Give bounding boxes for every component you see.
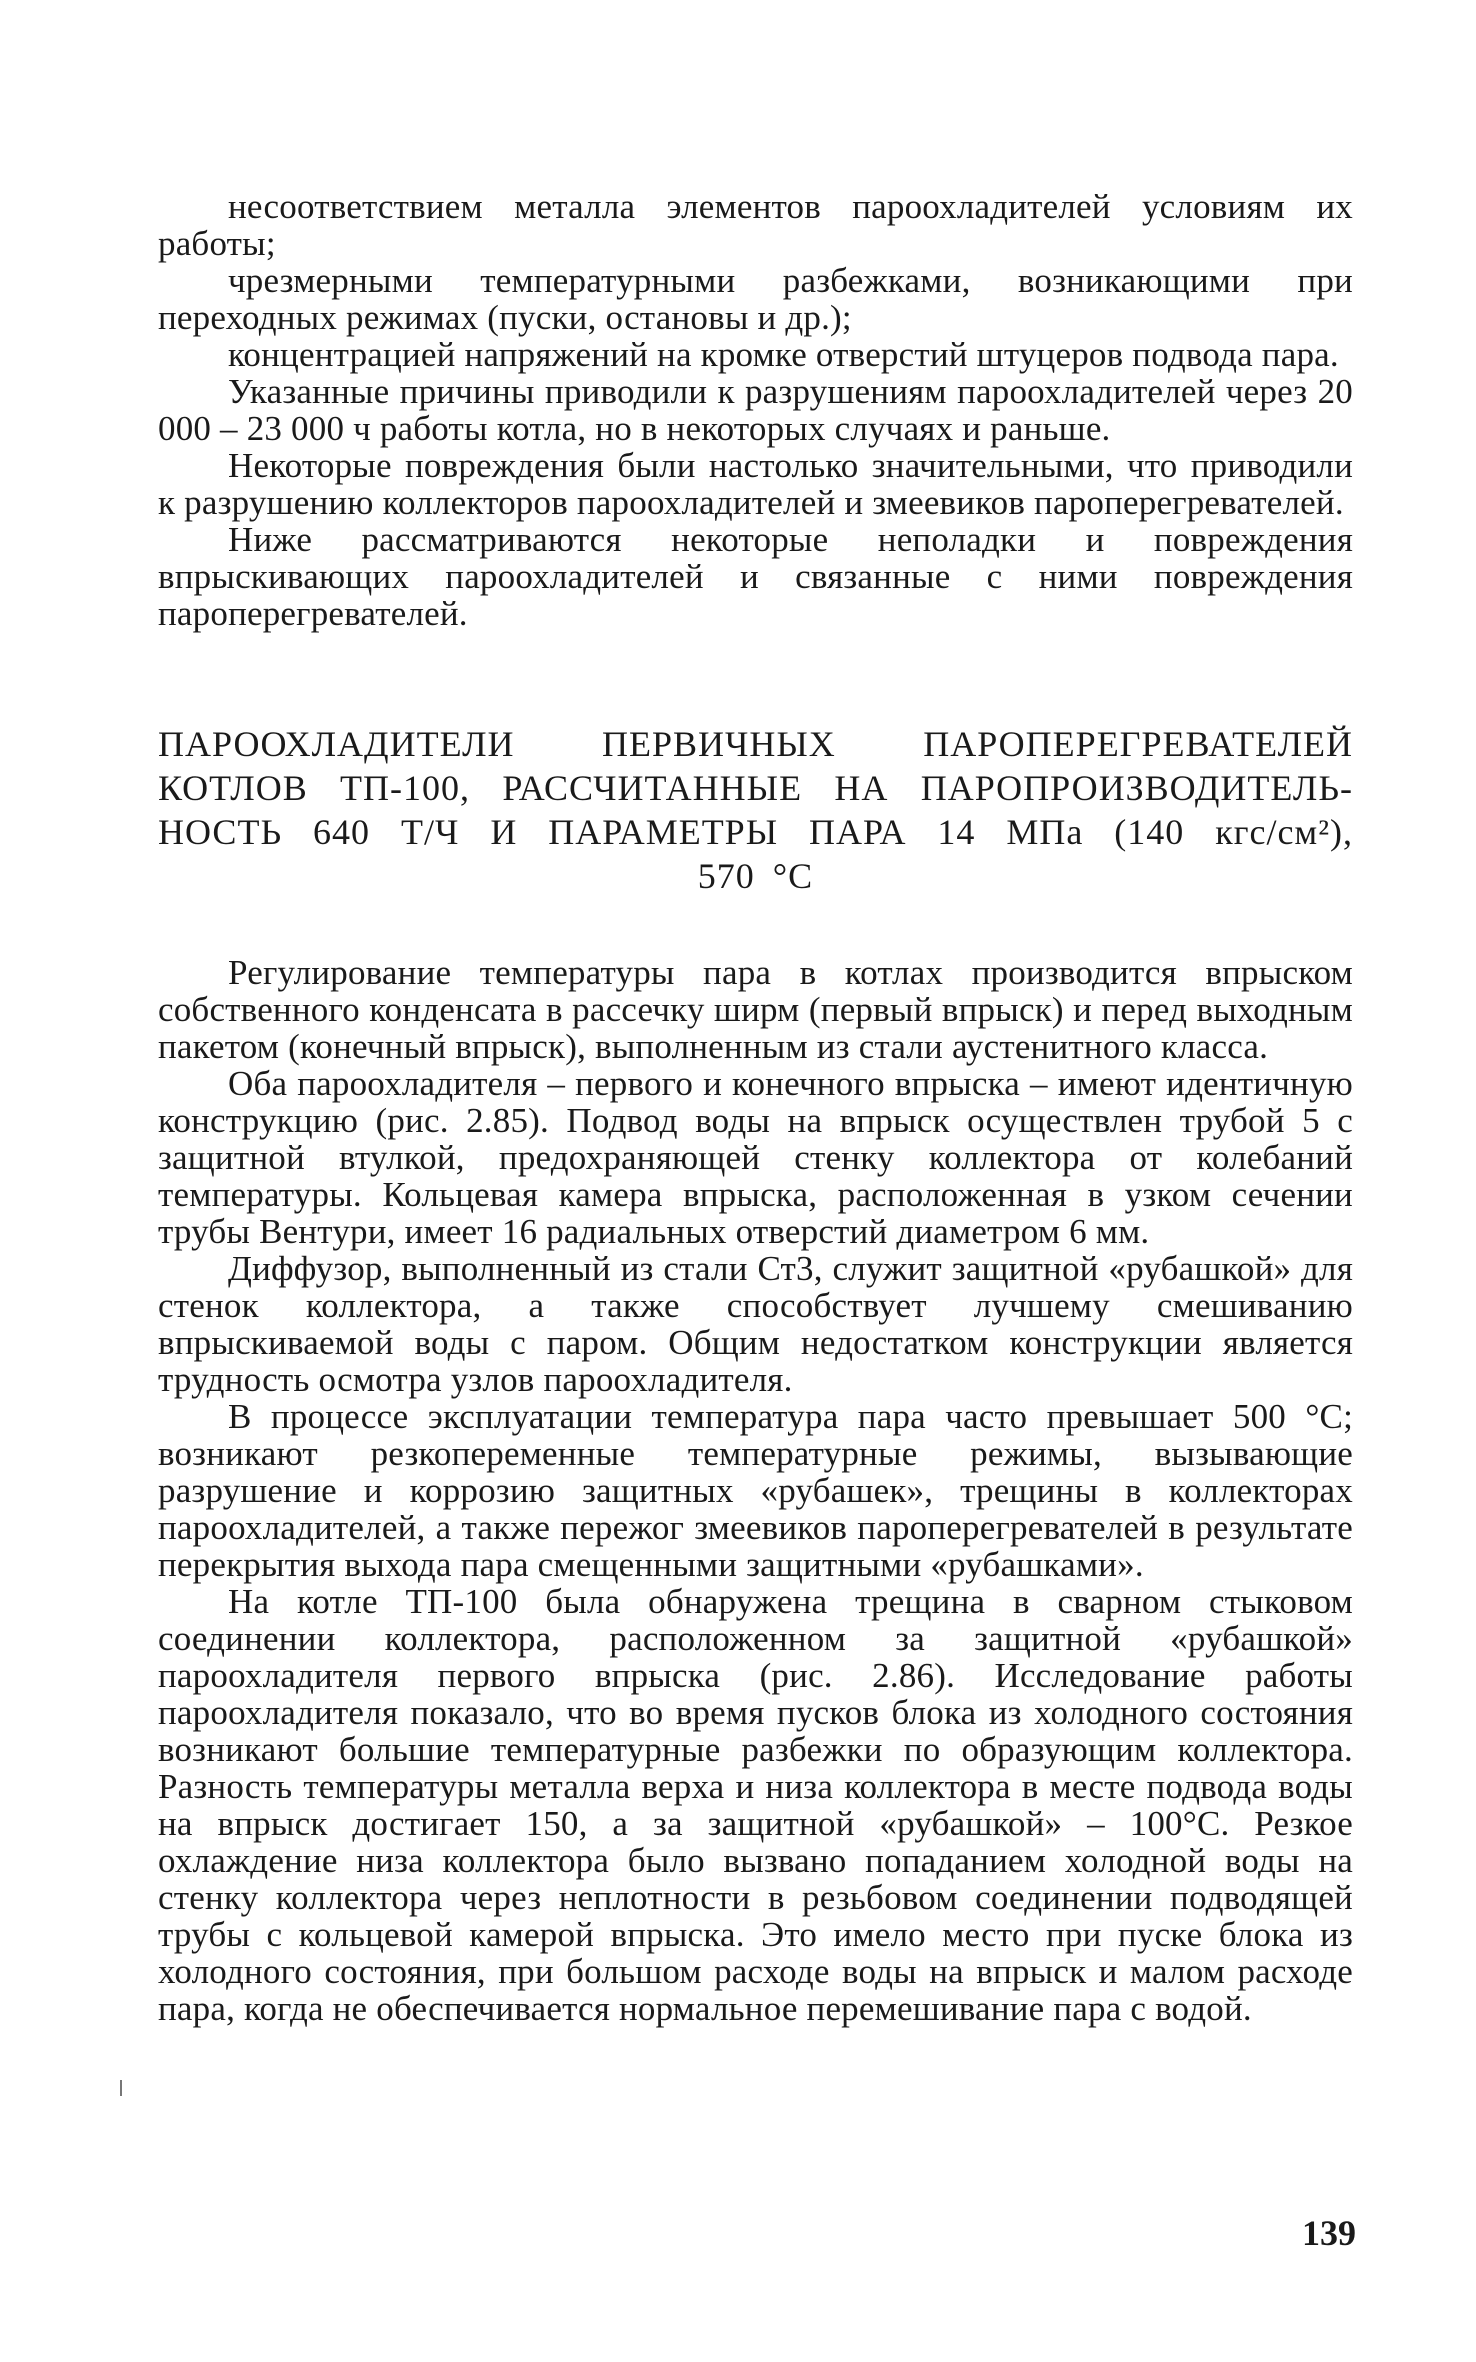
paragraph-8: Оба пароохладителя – первого и конечного впрыска – имеют идентичную конструкцию (рис. 2.85). Подвод воды на впрыск осуществлен трубой 5 с защитной втулкой, предохраняющей стенку коллектора от колебаний температуры. Кольцевая камера впрыска, расположенная в узком сечении трубы Вентури, имеет 16 радиальных отверстий диаметром 6 мм. — [158, 1064, 1353, 1251]
page-content — [158, 188, 1353, 2027]
paragraph-3: концентрацией напряжений на кромке отверстий штуцеров подвода пара. — [228, 335, 1339, 374]
paragraph-2: чрезмерными температурными разбежками, возникающими при переходных режимах (пуски, остановы и др.); — [158, 261, 1353, 337]
paragraph-11: На котле ТП-100 была обнаружена трещина в сварном стыковом соединении коллектора, расположенном за защитной «рубашкой» пароохладителя первого впрыска (рис. 2.86). Исследование работы пароохладителя показало, что во время пусков блока из холодного состояния возникают большие температурные разбежки по образующим коллектора. Разность температуры металла верха и низа коллектора в месте подвода воды на впрыск достигает 150, а за защитной «рубашкой» – 100°С. Резкое охлаждение низа коллектора было вызвано попаданием холодной воды на стенку коллектора через неплотности в резьбовом соединении подводящей трубы с кольцевой камерой впрыска. Это имело место при пуске блока из холодного состояния, при большом расходе воды на впрыск и малом расходе пара, когда не обеспечивается нормальное перемешивание пара с водой. — [158, 1582, 1353, 2028]
heading-line-4: 570 °С — [697, 856, 814, 896]
paragraph-9: Диффузор, выполненный из стали Ст3, служит защитной «рубашкой» для стенок коллектора, а также способствует лучшему смешиванию впрыскиваемой воды с паром. Общим недостатком конструкции является трудность осмотра узлов пароохладителя. — [158, 1249, 1353, 1399]
paragraph-10: В процессе эксплуатации температура пара часто превышает 500 °С; возникают резкопеременные температурные режимы, вызывающие разрушение и коррозию защитных «рубашек», трещины в коллекторах пароохладителей, а также пережог змеевиков пароперегревателей в результате перекрытия выхода пара смещенными защитными «рубашками». — [158, 1397, 1353, 1584]
margin-mark — [120, 2080, 122, 2096]
paragraph-5: Некоторые повреждения были настолько значительными, что приводили к разрушению коллекторов пароохладителей и змеевиков пароперегревателей. — [158, 446, 1353, 522]
heading-line-1: ПАРООХЛАДИТЕЛИ ПЕРВИЧНЫХ ПАРОПЕРЕГРЕВАТЕЛЕЙ — [158, 724, 1353, 764]
paragraph-6: Ниже рассматриваются некоторые неполадки и повреждения впрыскивающих пароохладителей и связанные с ними повреждения пароперегревателей. — [158, 520, 1353, 633]
heading-line-2: КОТЛОВ ТП-100, РАССЧИТАННЫЕ НА ПАРОПРОИЗВОДИТЕЛЬ- — [158, 768, 1353, 808]
paragraph-1: несоответствием металла элементов пароохладителей условиям их работы; — [158, 187, 1353, 263]
paragraph-4: Указанные причины приводили к разрушениям пароохладителей через 20 000 – 23 000 ч работы котла, но в некоторых случаях и раньше. — [158, 372, 1353, 448]
section-heading — [158, 722, 1353, 898]
page-number: 139 — [1302, 2213, 1356, 2253]
paragraph-7: Регулирование температуры пара в котлах производится впрыском собственного конденсата в рассечку ширм (первый впрыск) и перед выходным пакетом (конечный впрыск), выполненным из стали аустенитного класса. — [158, 953, 1353, 1066]
heading-line-3: НОСТЬ 640 Т/Ч И ПАРАМЕТРЫ ПАРА 14 МПа (140 кгс/см²), — [158, 812, 1353, 852]
